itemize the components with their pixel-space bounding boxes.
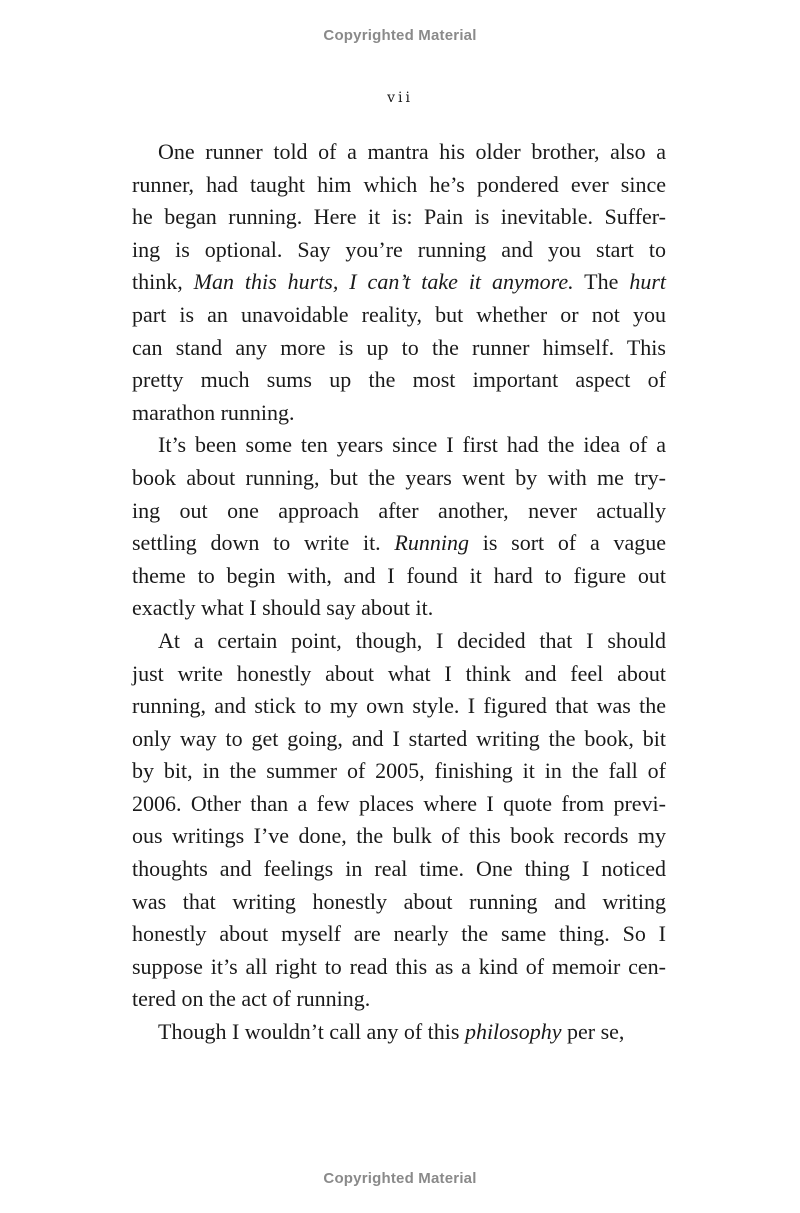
text-line [132,918,666,951]
text-line [132,364,666,397]
text-run: marathon running. [132,399,295,425]
text-line [132,886,666,919]
copyright-watermark-top: Copyrighted Material [323,27,477,44]
page-number: vii [387,90,413,106]
text-run: just write honestly about what I think and feel about [132,660,666,686]
text-line [132,299,666,332]
text-line [132,853,666,886]
italic-text: Man this hurts, I can’t take it anymore. [193,269,574,295]
text-run: only way to get going, and I started writing the book, bit [132,725,666,751]
text-run: was that writing honestly about running and writing [132,888,666,914]
text-run: suppose it’s all right to read this as a kind of memoir cen- [132,953,666,979]
text-line [132,169,666,202]
text-line [132,658,666,691]
text-run: The [573,269,630,295]
text-line [132,495,666,528]
text-run: can stand any more is up to the runner himself. This [132,334,666,360]
text-run: think, [132,269,194,295]
copyright-watermark-bottom: Copyrighted Material [323,1170,477,1187]
text-line [132,201,666,234]
italic-text: philosophy [464,1019,562,1045]
text-run: 2006. Other than a few places where I quote from previ- [132,790,666,816]
text-run: he began running. Here it is: Pain is inevitable. Suffer- [132,204,666,230]
text-run: theme to begin with, and I found it hard to figure out [132,562,666,588]
text-run: honestly about myself are nearly the same thing. So I [132,921,666,947]
italic-text: hurt [629,269,666,295]
text-line [132,527,666,560]
text-run: running, and stick to my own style. I figured that was the [132,693,666,719]
text-run: by bit, in the summer of 2005, finishing it in the fall of [132,758,666,784]
text-run: One runner told of a mantra his older brother, also a [158,139,666,164]
text-line [132,560,666,593]
text-run: settling down to write it. [132,530,395,556]
text-line [132,266,666,299]
text-run: It’s been some ten years since I first had the idea of a [158,432,666,458]
text-run: thoughts and feelings in real time. One thing I noticed [132,856,666,882]
text-line [132,690,666,723]
text-line [132,755,666,788]
text-run: ing is optional. Say you’re running and you start to [132,236,666,262]
body-text [132,136,666,1049]
text-line [132,820,666,853]
text-line [132,1016,666,1049]
text-run: runner, had taught him which he’s pondered ever since [132,171,666,197]
text-line [132,788,666,821]
text-line [132,723,666,756]
text-line [132,332,666,365]
text-run: tered on the act of running. [132,986,371,1012]
text-run: per se, [561,1019,625,1045]
text-run: pretty much sums up the most important aspect of [132,367,666,393]
text-line [132,951,666,984]
text-line [132,429,666,462]
text-run: exactly what I should say about it. [132,595,434,621]
text-run: ing out one approach after another, never actually [132,497,666,523]
text-line [132,136,666,169]
text-line [132,625,666,658]
italic-text: Running [394,530,469,556]
text-run: book about running, but the years went by with me try- [132,464,666,490]
text-line [132,397,666,430]
text-run: ous writings I’ve done, the bulk of this book records my [132,823,666,849]
text-run: At a certain point, though, I decided that I should [158,627,666,653]
text-line [132,462,666,495]
text-line [132,983,666,1016]
text-run: Though I wouldn’t call any of this [158,1019,465,1045]
text-run: part is an unavoidable reality, but whether or not you [132,301,666,327]
text-line [132,592,666,625]
text-run: is sort of a vague [468,530,666,556]
text-line [132,234,666,267]
